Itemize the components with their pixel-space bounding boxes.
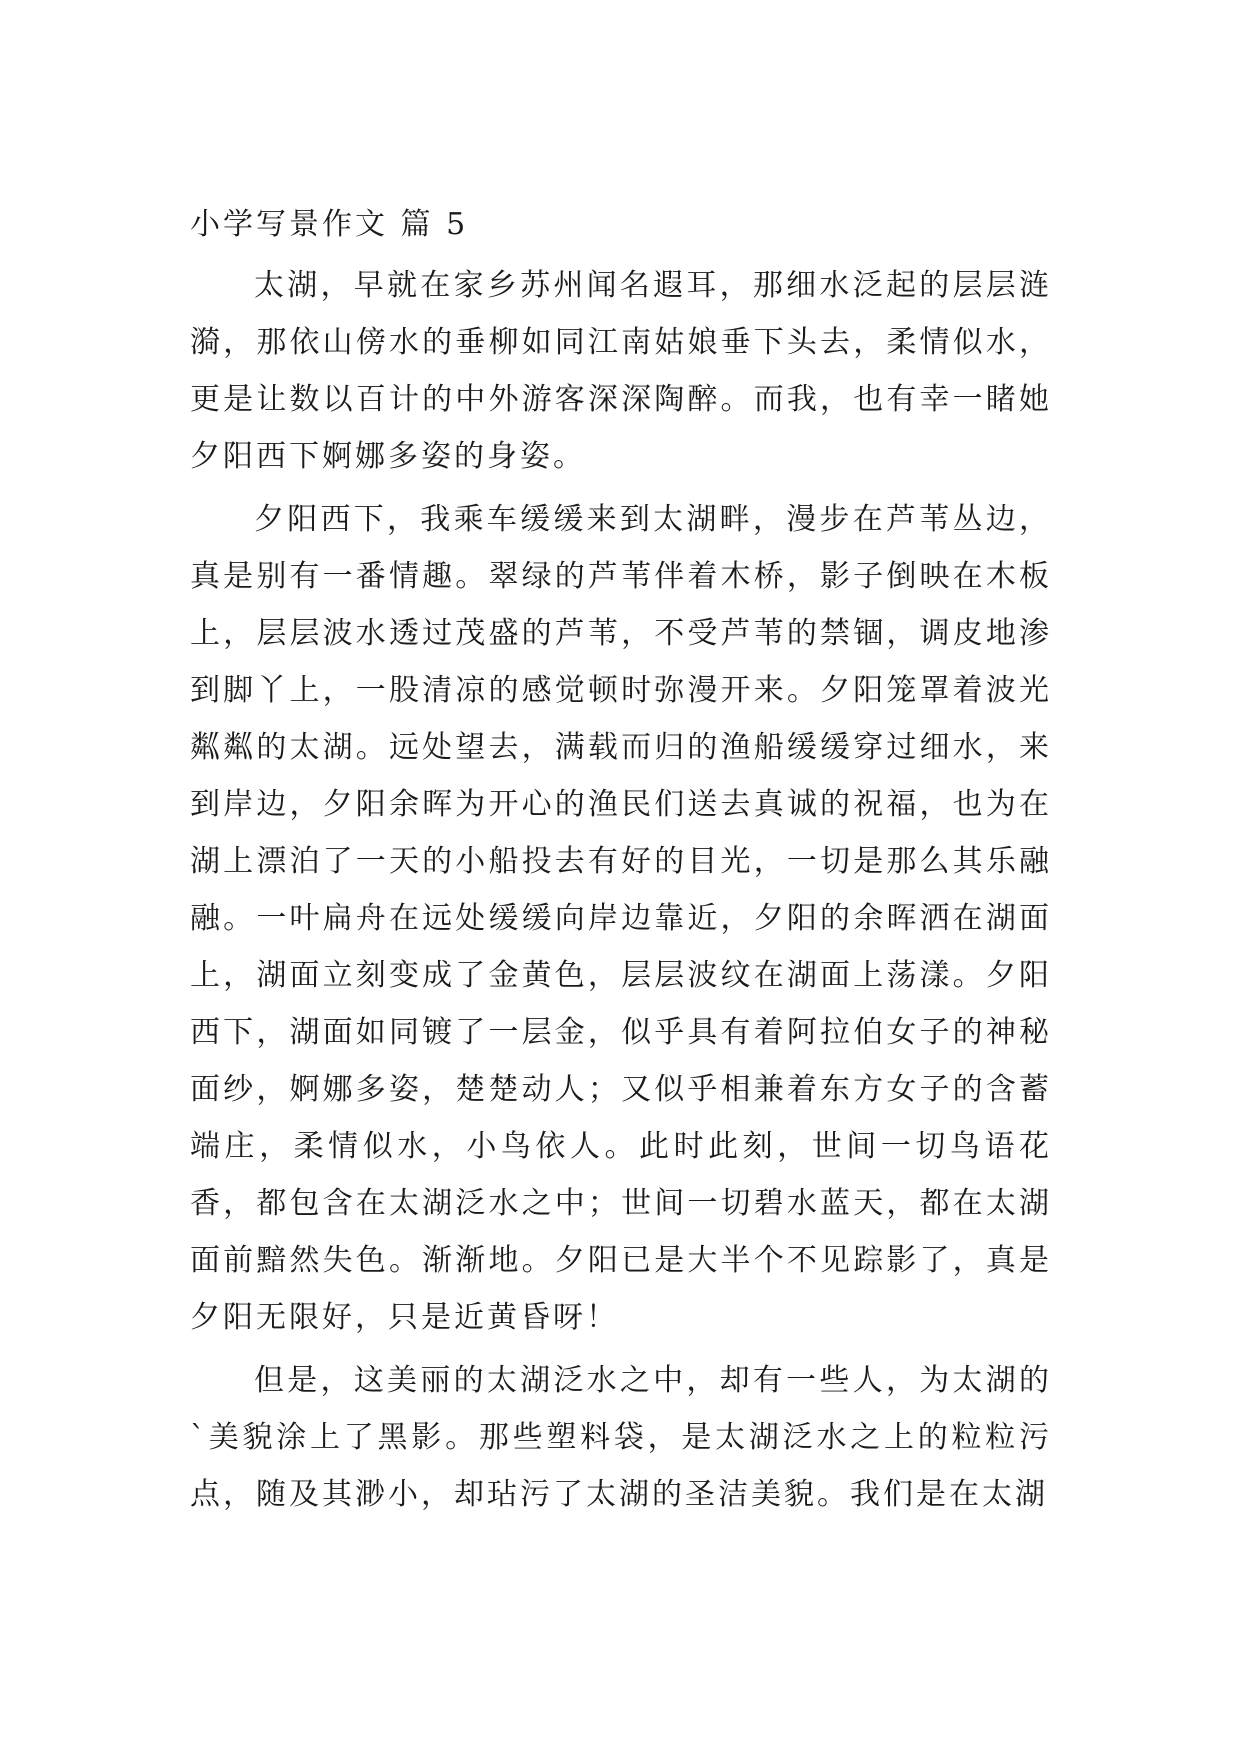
- paragraph-2: 夕阳西下，我乘车缓缓来到太湖畔，漫步在芦苇丛边，真是别有一番情趣。翠绿的芦苇伴着木桥，影子倒映在木板上，层层波水透过茂盛的芦苇，不受芦苇的禁锢，调皮地渗到脚丫上，一股清凉的感觉顿时弥漫开来。夕阳笼罩着波光粼粼的太湖。远处望去，满载而归的渔船缓缓穿过细水，来到岸边，夕阳余晖为开心的渔民们送去真诚的祝福，也为在湖上漂泊了一天的小船投去有好的目光，一切是那么其乐融融。一叶扁舟在远处缓缓向岸边靠近，夕阳的余晖洒在湖面上，湖面立刻变成了金黄色，层层波纹在湖面上荡漾。夕阳西下，湖面如同镀了一层金，似乎具有着阿拉伯女子的神秘面纱，婀娜多姿，楚楚动人；又似乎相兼着东方女子的含蓄端庄，柔情似水，小鸟依人。此时此刻，世间一切鸟语花香，都包含在太湖泛水之中；世间一切碧水蓝天，都在太湖面前黯然失色。渐渐地。夕阳已是大半个不见踪影了，真是夕阳无限好，只是近黄昏呀！: [190, 502, 1052, 1335]
- paragraph-3: 但是，这美丽的太湖泛水之中，却有一些人，为太湖的`美貌涂上了黑影。那些塑料袋，是太湖泛水之上的粒粒污点，随及其渺小，却玷污了太湖的圣洁美貌。我们是在太湖: [190, 1363, 1052, 1512]
- paragraph-1: 太湖，早就在家乡苏州闻名遐耳，那细水泛起的层层涟漪，那依山傍水的垂柳如同江南姑娘垂下头去，柔情似水，更是让数以百计的中外游客深深陶醉。而我，也有幸一睹她夕阳西下婀娜多姿的身姿。: [190, 268, 1052, 474]
- document-title: 小学写景作文 篇 5: [190, 207, 469, 242]
- document-body: [190, 196, 1052, 1529]
